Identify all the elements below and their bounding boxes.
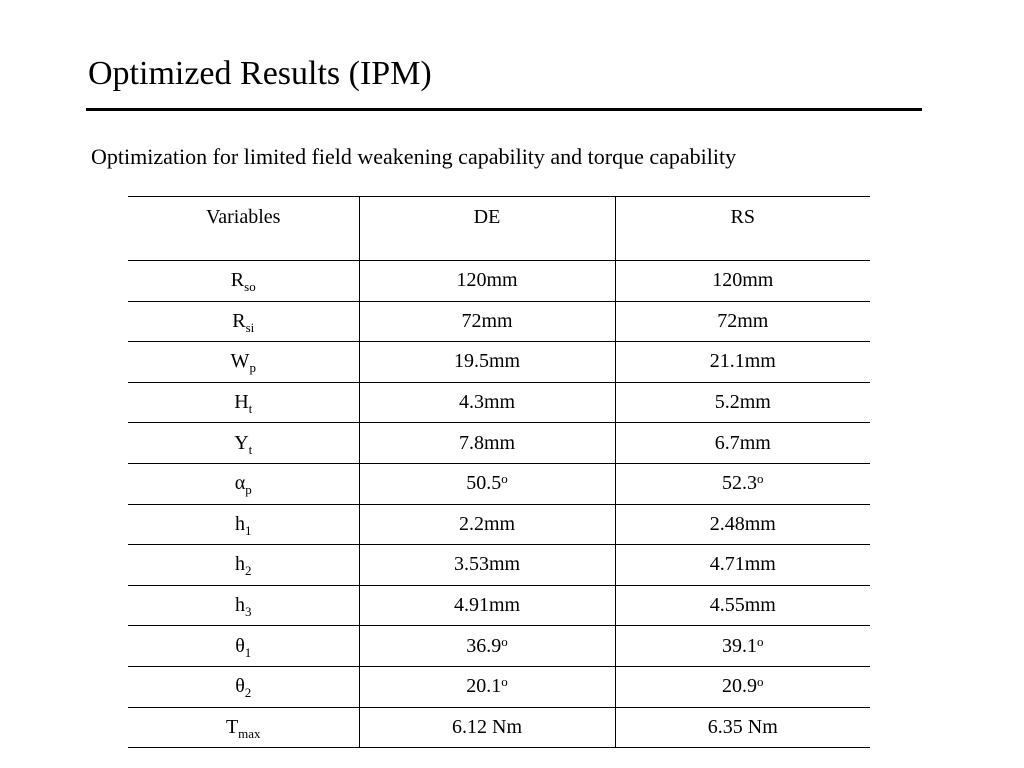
variable-cell [128, 463, 359, 504]
rs-value-cell [615, 666, 870, 707]
de-value: 50.5 [466, 472, 502, 495]
de-value: 7.8mm [359, 423, 615, 464]
de-value: 6.12 Nm [359, 707, 615, 748]
header-rs: RS [615, 197, 870, 261]
rs-value: 120mm [615, 261, 870, 302]
rs-value-cell [615, 463, 870, 504]
de-value: 2.2mm [359, 504, 615, 545]
de-value: 72mm [359, 301, 615, 342]
rs-value: 4.55mm [615, 585, 870, 626]
variable-cell [128, 585, 359, 626]
slide-title: Optimized Results (IPM) [88, 55, 432, 92]
variable-subscript: max [238, 725, 261, 741]
de-value: 3.53mm [359, 545, 615, 586]
de-value: 4.3mm [359, 382, 615, 423]
rs-value: 21.1mm [615, 342, 870, 383]
rs-value: 52.3 [722, 472, 757, 495]
title-divider [86, 108, 922, 111]
variable-subscript: 1 [245, 522, 252, 538]
de-value: 19.5mm [359, 342, 615, 383]
table-row [128, 301, 870, 342]
variable-subscript: p [245, 482, 252, 498]
variable-subscript: 2 [245, 563, 252, 579]
variable-cell [128, 666, 359, 707]
degree-mark: o [757, 633, 764, 649]
variable-symbol: W [230, 350, 250, 373]
table-row [128, 342, 870, 383]
variable-subscript: 3 [245, 604, 252, 620]
degree-mark: o [757, 674, 764, 690]
de-value: 120mm [359, 261, 615, 302]
table-row [128, 463, 870, 504]
table-row [128, 626, 870, 667]
rs-value: 5.2mm [615, 382, 870, 423]
variable-symbol: θ [235, 634, 245, 657]
de-value: 20.1 [466, 675, 502, 698]
rs-value: 39.1 [722, 634, 757, 657]
table-row [128, 707, 870, 748]
variable-cell [128, 342, 359, 383]
table-row [128, 504, 870, 545]
table-row [128, 382, 870, 423]
table-row [128, 423, 870, 464]
variable-cell [128, 707, 359, 748]
variable-symbol: h [235, 594, 245, 617]
de-value-cell [359, 626, 615, 667]
degree-mark: o [757, 471, 764, 487]
variable-symbol: h [235, 512, 245, 535]
variable-symbol: Y [234, 431, 249, 454]
rs-value: 20.9 [722, 675, 757, 698]
variable-symbol: θ [235, 675, 245, 698]
variable-symbol: R [230, 269, 245, 292]
variable-cell [128, 545, 359, 586]
variable-symbol: α [234, 472, 246, 495]
slide-subtitle: Optimization for limited field weakening capability and torque capability [91, 144, 737, 169]
rs-value: 2.48mm [615, 504, 870, 545]
variable-subscript: t [248, 441, 253, 457]
table-header-row [128, 197, 870, 261]
variable-symbol: h [235, 553, 245, 576]
table-row [128, 545, 870, 586]
variable-subscript: so [244, 279, 256, 295]
variable-cell [128, 301, 359, 342]
rs-value: 6.35 Nm [615, 707, 870, 748]
variable-subscript: 1 [244, 644, 252, 660]
header-variables: Variables [128, 197, 359, 261]
table-row [128, 261, 870, 302]
variable-symbol: R [232, 309, 246, 332]
de-value: 36.9 [466, 634, 502, 657]
table-row [128, 585, 870, 626]
variable-cell [128, 626, 359, 667]
rs-value: 6.7mm [615, 423, 870, 464]
degree-mark: o [501, 471, 508, 487]
variable-cell [128, 504, 359, 545]
header-de: DE [359, 197, 615, 261]
variable-cell [128, 382, 359, 423]
de-value-cell [359, 463, 615, 504]
variable-subscript: t [248, 401, 253, 417]
variable-symbol: H [234, 391, 249, 414]
variable-cell [128, 423, 359, 464]
results-table [128, 196, 870, 748]
degree-mark: o [501, 674, 508, 690]
variable-symbol: T [225, 715, 239, 738]
variable-cell [128, 261, 359, 302]
rs-value-cell [615, 626, 870, 667]
degree-mark: o [501, 633, 508, 649]
table-row [128, 666, 870, 707]
rs-value: 4.71mm [615, 545, 870, 586]
variable-subscript: si [245, 319, 255, 335]
de-value-cell [359, 666, 615, 707]
variable-subscript: 2 [244, 685, 252, 701]
rs-value: 72mm [615, 301, 870, 342]
de-value: 4.91mm [359, 585, 615, 626]
variable-subscript: p [249, 360, 256, 376]
